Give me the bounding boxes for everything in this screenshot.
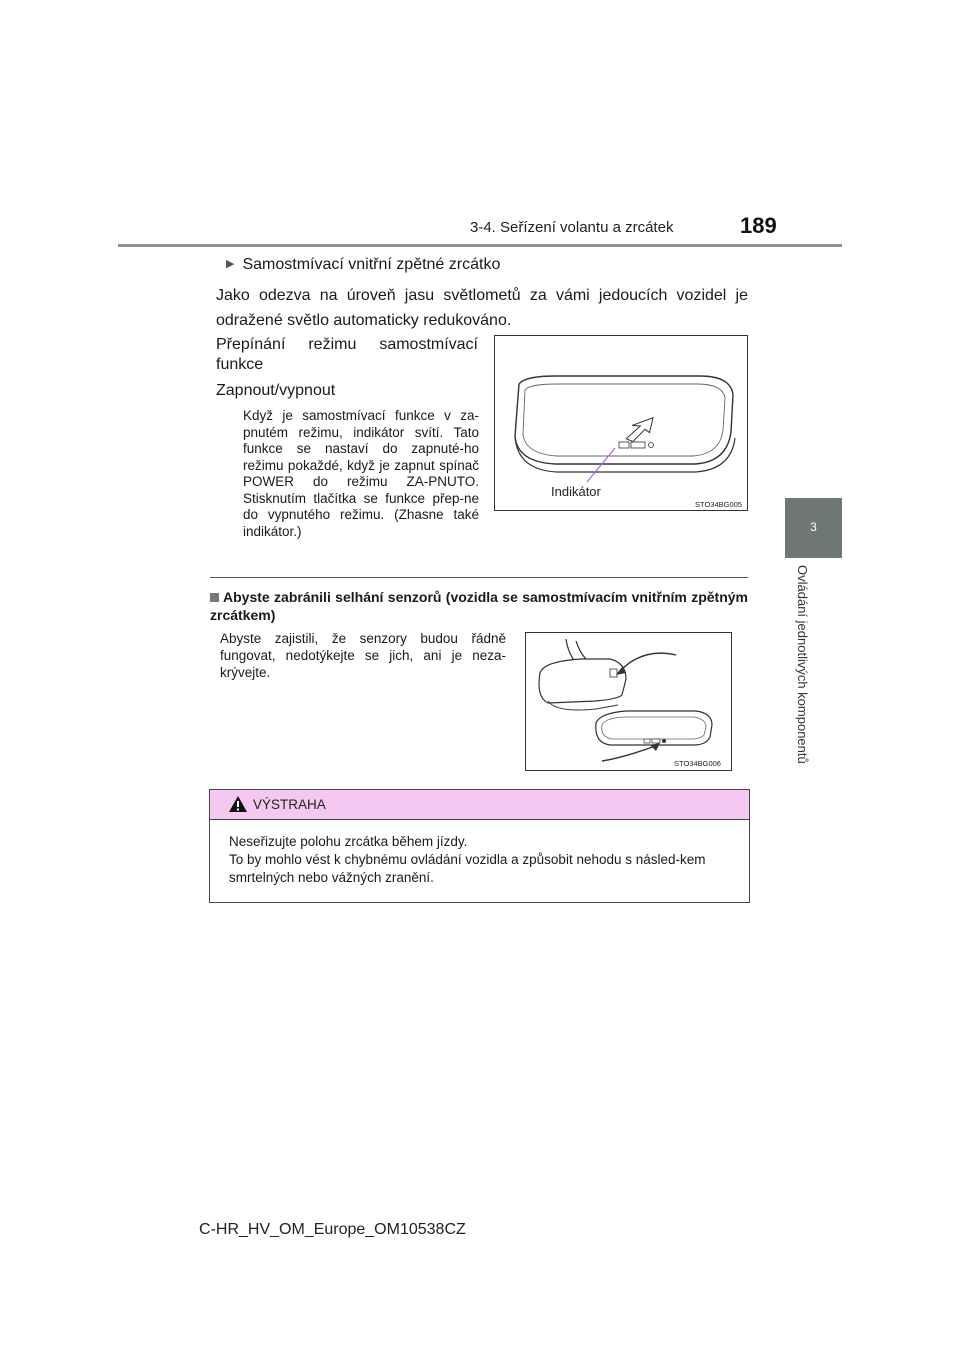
intro-paragraph: Jako odezva na úroveň jasu světlometů za vámi jedoucích vozidel je odražené světlo automaticky redukováno. [216,287,748,329]
figure-code: STO34BG005 [695,500,742,509]
section-divider [210,577,748,578]
mode-title: Přepínání režimu samostmívací [216,336,478,353]
mode-title-continuation: funkce [216,356,264,373]
sensor-mirror-illustration [526,633,731,770]
warning-line-1: Neseřizujte polohu zrcátka během jízdy. [229,834,468,849]
section-heading: Abyste zabránili selhání senzorů (vozidla se samostmívacím vnitřním zpětným zrcátkem) [210,589,748,623]
mirror-illustration [495,336,747,510]
mode-description: Když je samostmívací funkce v za-pnutém režimu, indikátor svítí. Tato funkce se nastaví do zapnuté-ho režimu pokaždé, když je zapnut spínač POWER do režimu ZA-PNUTO. Stisknutím tlačítka se funkce přep-ne do vypnutého režimu. (Zhasne také indikátor.) [243,408,479,539]
subsection-heading: ▶ Samostmívací vnitřní zpětné zrcátko [226,256,501,273]
sensor-figure [525,632,732,771]
square-bullet-icon [210,593,219,602]
figure-code-2: STO34BG006 [674,759,721,768]
chapter-number: 3 [810,520,817,534]
chapter-label: Ovládání jednotlivých komponentů [795,565,810,764]
warning-label: VÝSTRAHA [253,797,326,812]
warning-text [229,833,741,887]
triangle-bullet-icon: ▶ [226,258,235,270]
mode-subtitle: Zapnout/vypnout [216,382,336,399]
section-body: Abyste zajistili, že senzory budou řádně fungovat, nedotýkejte se jich, ani je neza-krývejte. [220,631,506,680]
section-title: 3-4. Seřízení volantu a zrcátek [470,219,674,236]
warning-triangle-icon [228,795,248,813]
document-code: C-HR_HV_OM_Europe_OM10538CZ [199,1221,466,1238]
warning-line-2: To by mohlo vést k chybnému ovládání vozidla a způsobit nehodu s násled-kem smrtelných nebo vážných zranění. [229,852,706,885]
page-number: 189 [740,213,777,238]
header-divider [118,244,842,247]
mirror-indicator-figure [494,335,748,511]
warning-box [209,789,750,903]
indicator-callout: Indikátor [551,484,601,499]
warning-header [210,790,749,820]
